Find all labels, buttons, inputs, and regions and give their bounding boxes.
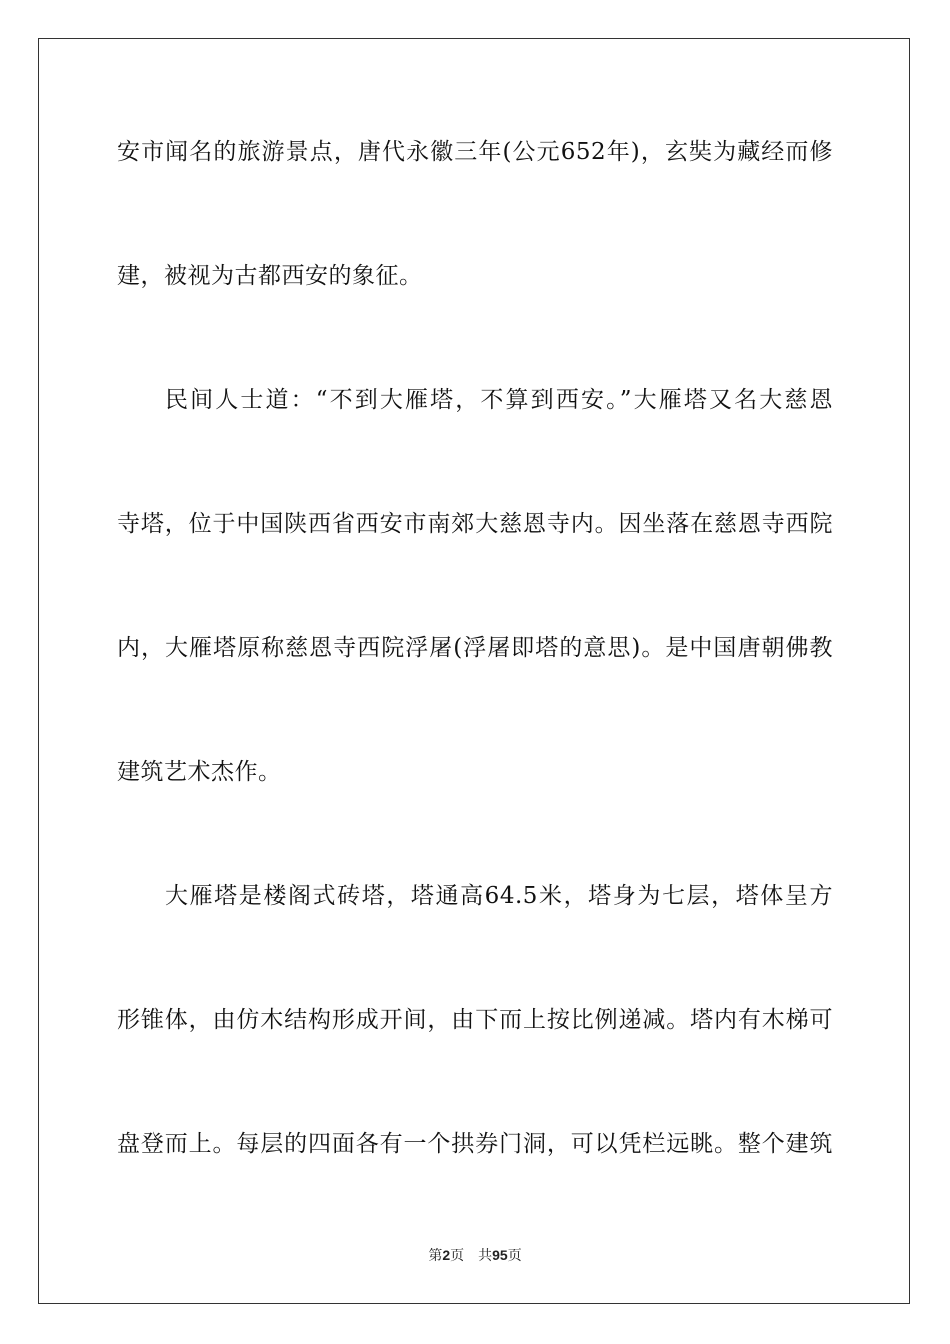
footer-total-suffix: 页 bbox=[507, 1248, 522, 1264]
footer-page-number: 2 bbox=[442, 1247, 451, 1263]
text-line-4: 寺塔，位于中国陕西省西安市南郊大慈恩寺内。因坐落在慈恩寺西院 bbox=[117, 511, 833, 537]
footer-page-prefix: 第 bbox=[428, 1248, 443, 1264]
page-border bbox=[38, 38, 910, 1304]
text-line-5: 内，大雁塔原称慈恩寺西院浮屠(浮屠即塔的意思)。是中国唐朝佛教 bbox=[117, 635, 833, 661]
text-line-9: 盘登而上。每层的四面各有一个拱券门洞，可以凭栏远眺。整个建筑 bbox=[117, 1131, 833, 1157]
footer-total-prefix: 共 bbox=[478, 1248, 493, 1264]
text-line-6: 建筑艺术杰作。 bbox=[117, 759, 282, 785]
footer-total-pages: 95 bbox=[492, 1247, 508, 1263]
text-line-3: 民间人士道：“不到大雁塔，不算到西安。”大雁塔又名大慈恩 bbox=[165, 387, 833, 413]
page-footer bbox=[0, 1246, 950, 1265]
text-line-1: 安市闻名的旅游景点，唐代永徽三年(公元652年)，玄奘为藏经而修 bbox=[117, 139, 833, 165]
footer-page-suffix: 页 bbox=[450, 1248, 465, 1264]
text-line-2: 建，被视为古都西安的象征。 bbox=[117, 263, 423, 289]
text-line-7: 大雁塔是楼阁式砖塔，塔通高64.5米，塔身为七层，塔体呈方 bbox=[165, 883, 833, 909]
text-line-8: 形锥体，由仿木结构形成开间，由下而上按比例递减。塔内有木梯可 bbox=[117, 1007, 833, 1033]
